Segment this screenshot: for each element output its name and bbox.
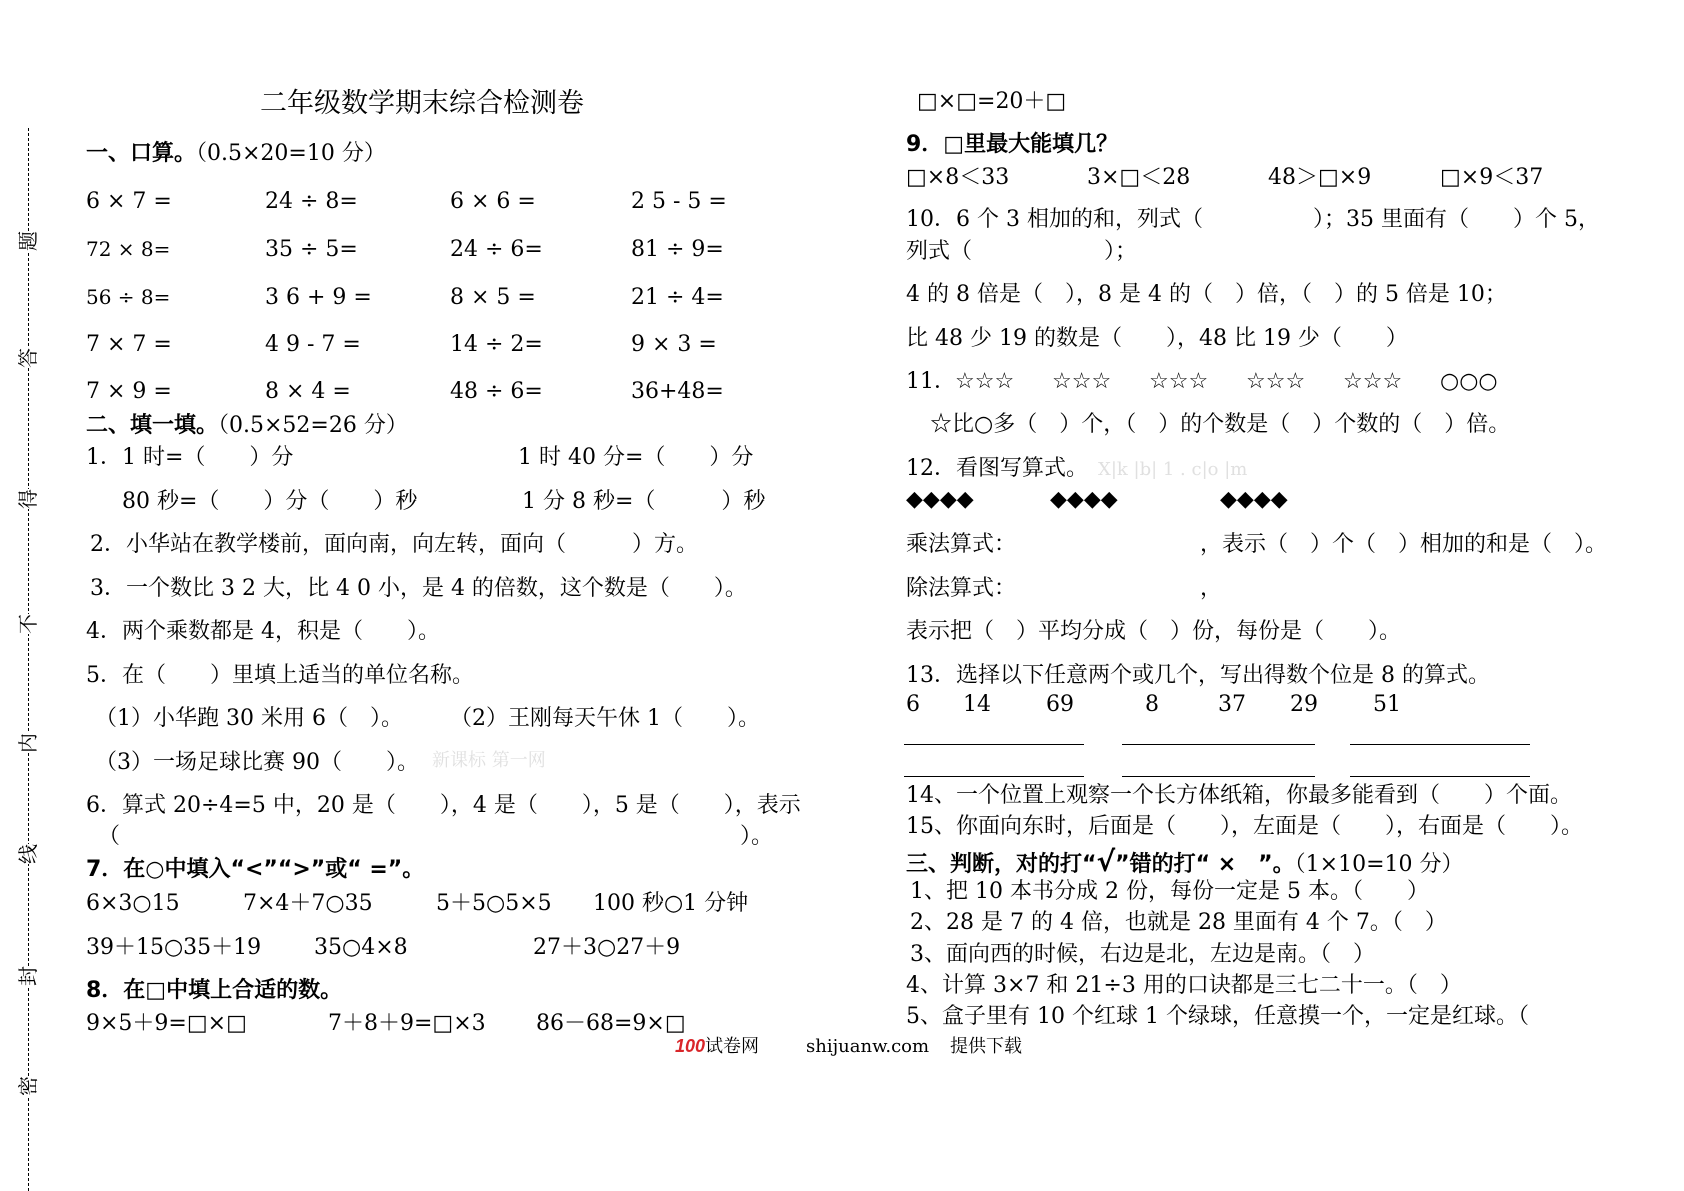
judge-item: 3、面向西的时候，右边是北，左边是南。（ ） <box>910 942 1375 967</box>
question-5-3: （3）一场足球比赛 90（ ）。 <box>95 750 419 775</box>
question-15: 15、你面向东时，后面是（ ），左面是（ ），右面是（ ）。 <box>906 814 1583 839</box>
question-1c: 80 秒=（ ）分（ ）秒 <box>122 489 418 514</box>
question-5: 5．在（ ）里填上适当的单位名称。 <box>86 663 474 688</box>
section-3-header <box>906 847 1464 878</box>
question-5-1: （1）小华跑 30 米用 6（ ）。 <box>95 706 403 731</box>
footer <box>675 1037 759 1057</box>
judge-item: 2、28 是 7 的 4 倍，也就是 28 里面有 4 个 7。（ ） <box>910 910 1447 935</box>
max-fill-item: □×9＜37 <box>1440 165 1544 190</box>
question-4: 4．两个乘数都是 4，积是（ ）。 <box>86 619 440 644</box>
question-8-heading: 8．在□中填上合适的数。 <box>86 978 343 1003</box>
seal-char: 封 <box>16 966 40 986</box>
footer-site: shijuanw.com <box>806 1036 930 1057</box>
compare-item: 6×3○15 <box>86 891 180 916</box>
oral-item: 6 × 6 = <box>450 189 536 214</box>
max-fill-item: □×8＜33 <box>906 165 1010 190</box>
section-1-score: （0.5×20=10 分） <box>196 141 386 166</box>
seal-char: 线 <box>16 844 40 864</box>
number-choice: 37 <box>1218 692 1246 717</box>
question-14: 14、一个位置上观察一个长方体纸箱，你最多能看到（ ）个面。 <box>906 783 1572 808</box>
compare-item: 100 秒○1 分钟 <box>593 891 749 916</box>
section-1-header <box>86 142 386 166</box>
question-6-close: ）。 <box>740 824 774 849</box>
section-2-header <box>86 414 408 438</box>
oral-item: 24 ÷ 8= <box>265 189 358 214</box>
question-10-c: 4 的 8 倍是（ ），8 是 4 的（ ）倍，（ ）的 5 倍是 10； <box>906 282 1507 307</box>
compare-item: 5＋5○5×5 <box>436 891 552 916</box>
section-3-score: （1×10=10 分） <box>1294 852 1464 877</box>
oral-item: 48 ÷ 6= <box>450 379 543 404</box>
question-12-mult-tail: ，表示（ ）个（ ）相加的和是（ ）。 <box>1200 532 1608 557</box>
oral-item: 36+48= <box>631 379 724 404</box>
question-13: 13．选择以下任意两个或几个，写出得数个位是 8 的算式。 <box>906 663 1490 688</box>
compare-item: 27＋3○27＋9 <box>533 935 681 960</box>
oral-item: 4 9 - 7 = <box>265 332 361 357</box>
seal-dashed-line <box>28 128 29 1191</box>
oral-item: 9 × 3 = <box>631 332 717 357</box>
question-2: 2．小华站在教学楼前，面向南，向左转，面向（ ）方。 <box>90 532 698 557</box>
max-fill-item: 3×□＜28 <box>1087 165 1191 190</box>
watermark-text: X|k |b| 1 . c|o |m <box>1098 459 1248 480</box>
question-12-expl: 表示把（ ）平均分成（ ）份，每份是（ ）。 <box>906 619 1402 644</box>
oral-item: 14 ÷ 2= <box>450 332 543 357</box>
watermark-text: 新课标 第一网 <box>432 750 546 771</box>
number-choice: 29 <box>1290 692 1318 717</box>
number-choice: 14 <box>963 692 991 717</box>
question-12: 12．看图写算式。 <box>906 456 1088 481</box>
seal-char: 不 <box>16 614 40 634</box>
oral-item: 6 × 7 = <box>86 189 172 214</box>
answer-line <box>1122 744 1315 745</box>
oral-item: 2 5 - 5 = <box>631 189 727 214</box>
question-8-continued: □×□=20＋□ <box>917 89 1067 114</box>
star-group: ☆☆☆ <box>1149 369 1209 394</box>
answer-line <box>904 744 1084 745</box>
oral-item: 3 6 + 9 = <box>265 285 372 310</box>
star-group: ☆☆☆ <box>1343 369 1403 394</box>
diamond-group: ◆◆◆◆ <box>1220 487 1288 512</box>
compare-item: 39＋15○35＋19 <box>86 935 262 960</box>
answer-line <box>1350 776 1530 777</box>
oral-item: 72 × 8= <box>86 237 171 261</box>
question-9-heading: 9．□里最大能填几？ <box>906 132 1119 157</box>
oral-item: 24 ÷ 6= <box>450 237 543 262</box>
oral-item: 7 × 9 = <box>86 379 172 404</box>
seal-char: 答 <box>16 348 40 368</box>
star-group: ☆☆☆ <box>955 369 1015 394</box>
question-11-label: 11． <box>906 369 956 394</box>
question-11-b: ☆比○多（ ）个，（ ）的个数是（ ）个数的（ ）倍。 <box>930 412 1511 437</box>
section-2-heading: 二、填一填。 <box>86 413 219 438</box>
section-2-score: （0.5×52=26 分） <box>218 413 408 438</box>
section-3-heading-a: 三、判断，对的打“ <box>906 852 1097 877</box>
seal-char: 密 <box>16 1076 40 1096</box>
max-fill-item: 48＞□×9 <box>1268 165 1372 190</box>
diamond-group: ◆◆◆◆ <box>1050 487 1118 512</box>
oral-item: 21 ÷ 4= <box>631 285 724 310</box>
page-title: 二年级数学期末综合检测卷 <box>260 88 584 119</box>
question-12-div-tail: ， <box>1200 576 1223 601</box>
number-choice: 69 <box>1046 692 1074 717</box>
question-3: 3．一个数比 3 2 大，比 4 0 小，是 4 的倍数，这个数是（ ）。 <box>90 576 747 601</box>
footer-logo-text: 试卷网 <box>705 1036 760 1057</box>
question-12-div-label: 除法算式： <box>906 576 1017 601</box>
circle-group: ○○○ <box>1440 369 1498 394</box>
question-10-d: 比 48 少 19 的数是（ ），48 比 19 少（ ） <box>906 326 1408 351</box>
question-1a: 1．1 时=（ ）分 <box>86 445 294 470</box>
judge-item: 4、计算 3×7 和 21÷3 用的口诀都是三七二十一。（ ） <box>906 973 1462 998</box>
section-1-heading: 一、口算。 <box>86 141 197 166</box>
question-5-2: （2）王刚每天午休 1（ ）。 <box>450 706 760 731</box>
oral-item: 8 × 5 = <box>450 285 536 310</box>
star-group: ☆☆☆ <box>1246 369 1306 394</box>
check-mark-icon: √ <box>1096 845 1116 878</box>
seal-char: 题 <box>16 231 40 251</box>
oral-item: 56 ÷ 8= <box>86 285 171 309</box>
fill-box-item: 9×5＋9=□×□ <box>86 1011 247 1036</box>
number-choice: 51 <box>1373 692 1401 717</box>
question-6-open: （ <box>98 824 121 849</box>
oral-item: 7 × 7 = <box>86 332 172 357</box>
answer-line <box>1350 744 1530 745</box>
judge-item: 1、把 10 本书分成 2 份，每份一定是 5 本。（ ） <box>910 879 1429 904</box>
question-1b: 1 时 40 分=（ ）分 <box>518 445 754 470</box>
question-10-b: 列式（ ）； <box>906 239 1138 264</box>
compare-item: 35○4×8 <box>314 935 408 960</box>
question-1d: 1 分 8 秒=（ ）秒 <box>522 489 766 514</box>
question-10-a: 10．6 个 3 相加的和，列式（ ）；35 里面有（ ）个 5， <box>906 207 1600 232</box>
section-3-heading-b: ”错的打“ × ”。 <box>1115 852 1295 877</box>
question-6: 6．算式 20÷4=5 中，20 是（ ），4 是（ ），5 是（ ），表示 <box>86 793 801 818</box>
number-choice: 8 <box>1145 692 1159 717</box>
question-12-mult-label: 乘法算式： <box>906 532 1017 557</box>
logo-icon: 100 <box>675 1036 706 1056</box>
seal-char: 得 <box>16 489 40 509</box>
question-7-heading: 7．在○中填入“<”“>”或“ =”。 <box>86 857 425 882</box>
answer-line <box>1122 776 1315 777</box>
diamond-group: ◆◆◆◆ <box>906 487 974 512</box>
fill-box-item: 7＋8＋9=□×3 <box>328 1011 486 1036</box>
star-group: ☆☆☆ <box>1052 369 1112 394</box>
number-choice: 6 <box>906 692 920 717</box>
oral-item: 81 ÷ 9= <box>631 237 724 262</box>
answer-line <box>904 776 1084 777</box>
oral-item: 8 × 4 = <box>265 379 351 404</box>
seal-char: 内 <box>16 733 40 753</box>
footer-provided: 提供下载 <box>950 1036 1022 1057</box>
oral-item: 35 ÷ 5= <box>265 237 358 262</box>
fill-box-item: 86－68=9×□ <box>536 1011 686 1036</box>
judge-item: 5、盒子里有 10 个红球 1 个绿球，任意摸一个，一定是红球。（ <box>906 1004 1529 1029</box>
compare-item: 7×4＋7○35 <box>243 891 373 916</box>
